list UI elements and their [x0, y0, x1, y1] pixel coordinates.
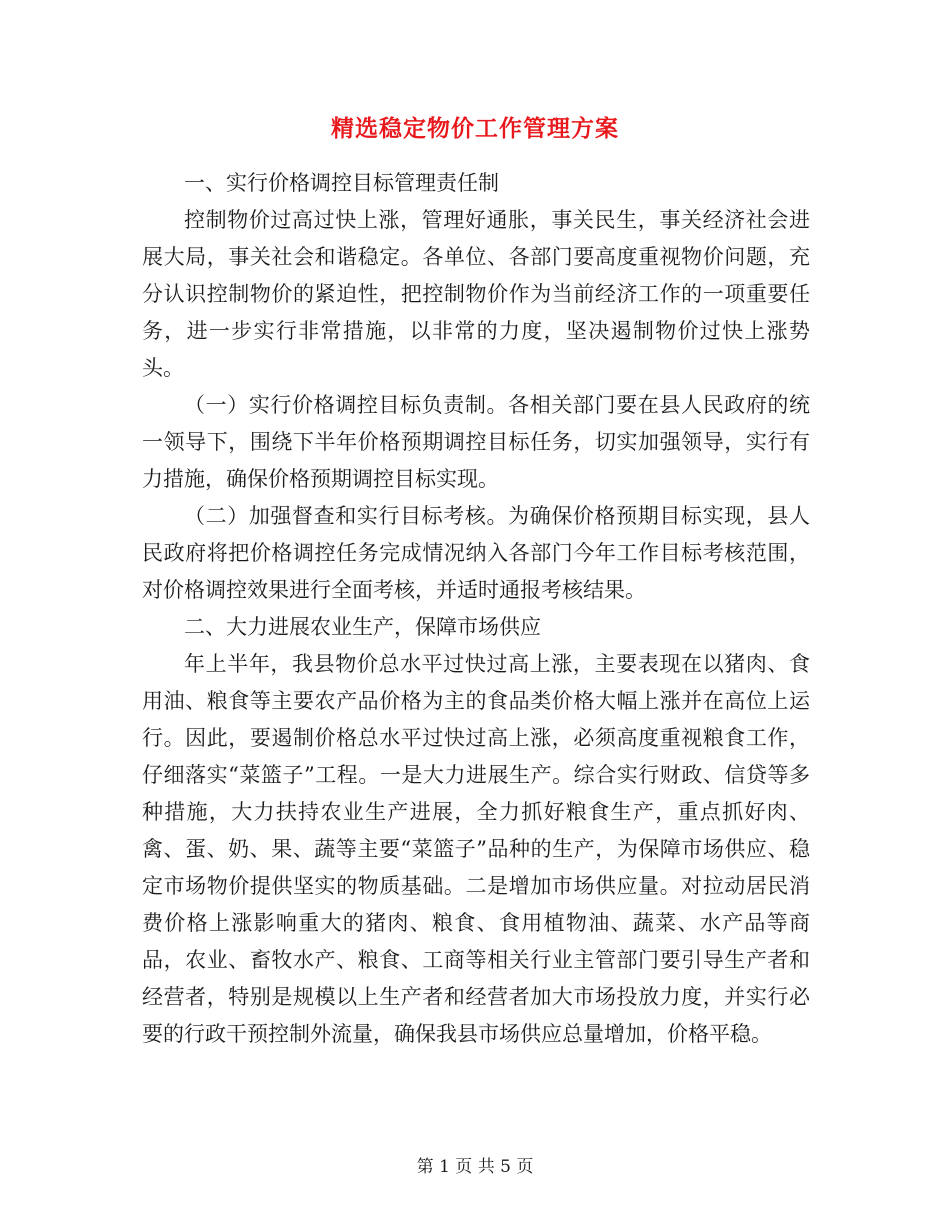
page-number: 第 1 页 共 5 页	[416, 1157, 534, 1177]
document-body	[142, 165, 810, 1053]
paragraph: （二）加强督查和实行目标考核。为确保价格预期目标实现，县人民政府将把价格调控任务完成情况纳入各部门今年工作目标考核范围，对价格调控效果进行全面考核，并适时通报考核结果。	[142, 504, 810, 602]
paragraph: 年上半年，我县物价总水平过快过高上涨，主要表现在以猪肉、食用油、粮食等主要农产品价格为主的食品类价格大幅上涨并在高位上运行。因此，要遏制价格总水平过快过高上涨，必须高度重视粮食工作，仔细落实“菜篮子”工程。一是大力进展生产。综合实行财政、信贷等多种措施，大力扶持农业生产进展，全力抓好粮食生产，重点抓好肉、禽、蛋、奶、果、蔬等主要“菜篮子”品种的生产，为保障市场供应、稳定市场物价提供坚实的物质基础。二是增加市场供应量。对拉动居民消费价格上涨影响重大的猪肉、粮食、食用植物油、蔬菜、水产品等商品，农业、畜牧水产、粮食、工商等相关行业主管部门要引导生产者和经营者，特别是规模以上生产者和经营者加大市场投放力度，并实行必要的行政干预控制外流量，确保我县市场供应总量增加，价格平稳。	[142, 652, 810, 1046]
paragraph: 控制物价过高过快上涨，管理好通胀，事关民生，事关经济社会进展大局，事关社会和谐稳定。各单位、各部门要高度重视物价问题，充分认识控制物价的紧迫性，把控制物价作为当前经济工作的一项重要任务，进一步实行非常措施，以非常的力度，坚决遏制物价过快上涨势头。	[142, 208, 810, 380]
paragraph: （一）实行价格调控目标负责制。各相关部门要在县人民政府的统一领导下，围绕下半年价格预期调控目标任务，切实加强领导，实行有力措施，确保价格预期调控目标实现。	[142, 393, 810, 491]
heading-section-1: 一、实行价格调控目标管理责任制	[184, 171, 499, 195]
document-title: 精选稳定物价工作管理方案	[331, 115, 619, 142]
heading-section-2: 二、大力进展农业生产，保障市场供应	[184, 615, 541, 639]
